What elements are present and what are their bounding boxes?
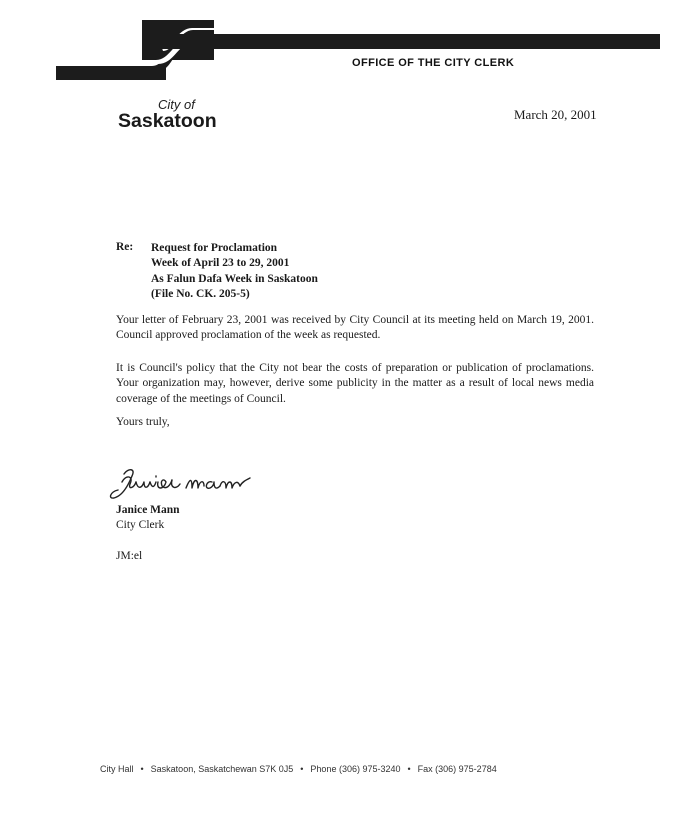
reference-initials: JM:el	[116, 550, 143, 562]
signer-title: City Clerk	[116, 519, 165, 531]
office-title: OFFICE OF THE CITY CLERK	[352, 57, 515, 69]
footer-item: Fax (306) 975-2784	[417, 764, 497, 774]
subject-line: Week of April 23 to 29, 2001	[151, 257, 290, 270]
saskatoon-logo-icon	[56, 20, 214, 80]
body-paragraph: It is Council's policy that the City not bear the costs of preparation or publication of proclamations. Your organization may, however, derive some publicity in the matter as a result of local news media coverage of the meetings of Council.	[116, 362, 594, 405]
subject-block	[151, 241, 318, 302]
subject-label: Re:	[116, 241, 134, 253]
city-of-label: City of	[158, 97, 195, 112]
body-paragraph: Your letter of February 23, 2001 was received by City Council at its meeting held on March 19, 2001. Council approved proclamation of the week as requested.	[116, 314, 594, 342]
footer-item: Saskatoon, Saskatchewan S7K 0J5	[150, 764, 294, 774]
signature-image	[104, 460, 264, 508]
footer-item: City Hall	[100, 764, 134, 774]
signer-name: Janice Mann	[116, 504, 180, 516]
footer-address	[100, 764, 497, 774]
closing: Yours truly,	[116, 416, 170, 428]
city-name: Saskatoon	[118, 110, 217, 132]
footer-separator: •	[140, 764, 144, 774]
footer-separator: •	[407, 764, 411, 774]
footer-separator: •	[300, 764, 304, 774]
subject-line: Request for Proclamation	[151, 242, 278, 254]
letterhead-bar	[160, 34, 660, 49]
letter-date: March 20, 2001	[514, 107, 597, 122]
subject-line: (File No. CK. 205-5)	[151, 287, 250, 300]
footer-item: Phone (306) 975-3240	[310, 764, 401, 774]
subject-line: As Falun Dafa Week in Saskatoon	[151, 272, 318, 285]
